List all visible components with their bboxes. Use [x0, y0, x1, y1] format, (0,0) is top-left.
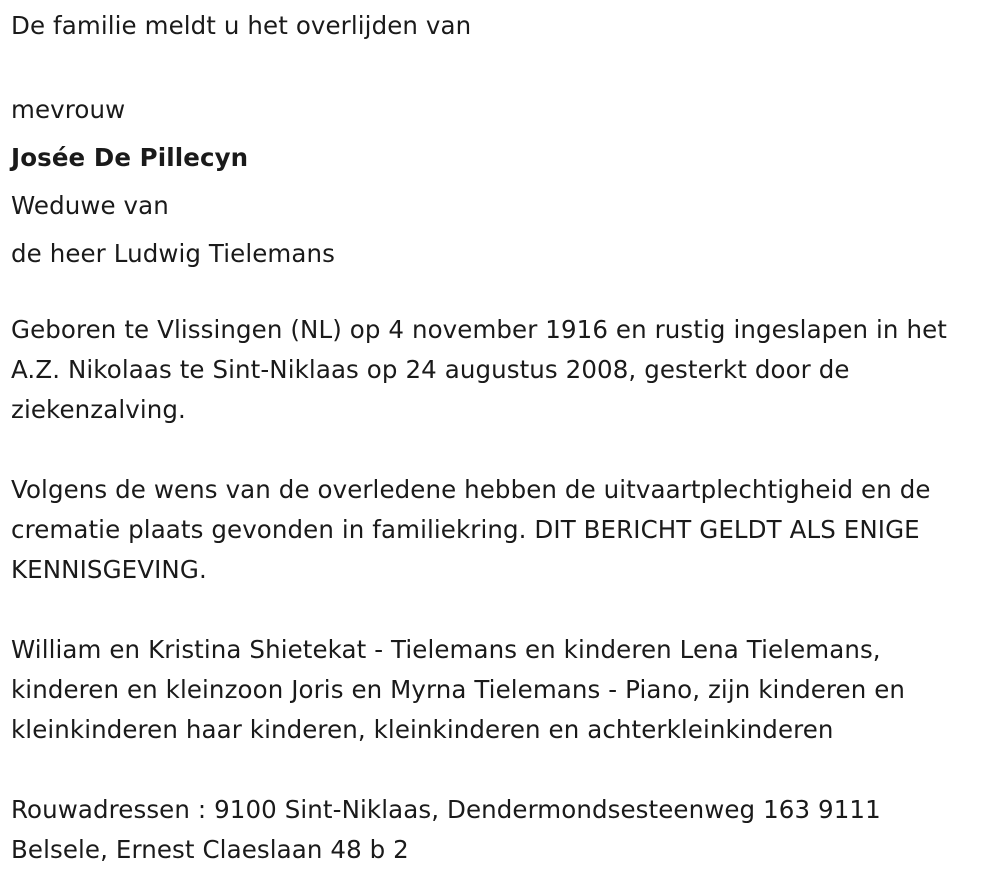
spacer — [11, 590, 984, 630]
birth-death-paragraph: Geboren te Vlissingen (NL) op 4 november 1916 en rustig ingeslapen in het A.Z. Nikolaas te Sint-Niklaas op 24 augustus 2008, gesterkt door de ziekenzalving. — [11, 315, 947, 424]
spacer — [11, 46, 984, 86]
spouse-name: de heer Ludwig Tielemans — [11, 239, 335, 268]
ceremony-paragraph: Volgens de wens van de overledene hebben de uitvaartplechtigheid en de crematie plaats gevonden in familiekring. DIT BERICHT GELDT ALS ENIGE KENNISGEVING. — [11, 475, 931, 584]
salutation: mevrouw — [11, 95, 126, 124]
addresses-paragraph: Rouwadressen : 9100 Sint-Niklaas, Dendermondsesteenweg 163 9111 Belsele, Ernest Claeslaan 48 b 2 — [11, 795, 881, 864]
deceased-name: Josée De Pillecyn — [11, 143, 249, 172]
spacer — [11, 278, 984, 310]
family-paragraph: William en Kristina Shietekat - Tielemans en kinderen Lena Tielemans, kinderen en kleinzoon Joris en Myrna Tielemans - Piano, zijn kinderen en kleinkinderen haar kinderen, kleinkinderen en achterkleinkinderen — [11, 635, 906, 744]
widow-of-label: Weduwe van — [11, 191, 169, 220]
spacer — [11, 750, 984, 790]
intro-text: De familie meldt u het overlijden van — [11, 11, 472, 40]
spacer — [11, 430, 984, 470]
